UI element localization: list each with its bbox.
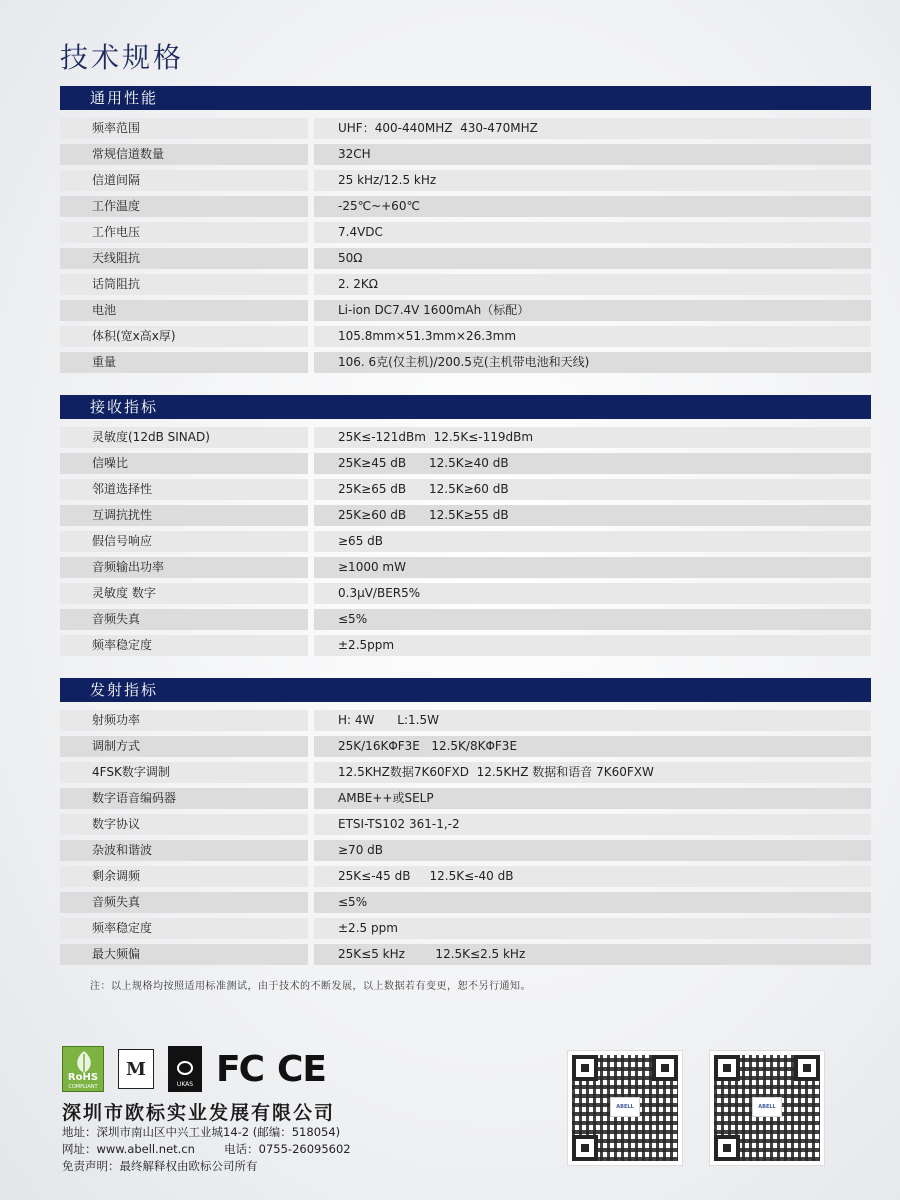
section-transmit [60, 678, 871, 970]
spec-label: 杂波和谐波 [60, 840, 308, 861]
spec-table [60, 118, 871, 373]
ukas-text: UKAS [176, 1081, 194, 1088]
spec-row [60, 788, 871, 809]
spec-row [60, 583, 871, 604]
qr-code-2 [709, 1050, 825, 1166]
m-certification-logo: M [118, 1049, 154, 1089]
spec-label: 灵敏度(12dB SINAD) [60, 427, 308, 448]
fc-logo: FC [216, 1048, 264, 1090]
spec-row [60, 505, 871, 526]
spec-label: 数字语音编码器 [60, 788, 308, 809]
spec-value: ±2.5ppm [314, 635, 871, 656]
spec-value: ≤5% [314, 609, 871, 630]
spec-row [60, 427, 871, 448]
spec-row [60, 326, 871, 347]
ukas-logo [168, 1046, 202, 1092]
rohs-text: RoHS [67, 1072, 99, 1083]
qr-finder [714, 1135, 740, 1161]
spec-row [60, 762, 871, 783]
spec-value: 25K/16KΦF3E 12.5K/8KΦF3E [314, 736, 871, 757]
spec-row [60, 222, 871, 243]
spec-row [60, 892, 871, 913]
qr-logo: ABELL [752, 1097, 782, 1117]
spec-row [60, 248, 871, 269]
spec-value: H: 4W L:1.5W [314, 710, 871, 731]
spec-row [60, 814, 871, 835]
spec-value: 25K≥45 dB 12.5K≥40 dB [314, 453, 871, 474]
spec-label: 体积(宽x高x厚) [60, 326, 308, 347]
spec-value: AMBE++或SELP [314, 788, 871, 809]
contact-info [62, 1124, 351, 1175]
spec-label: 音频失真 [60, 892, 308, 913]
section-general [60, 86, 871, 378]
address-line: 地址：深圳市南山区中兴工业城14-2 (邮编：518054) [62, 1125, 341, 1139]
spec-label: 重量 [60, 352, 308, 373]
spec-row [60, 531, 871, 552]
spec-row [60, 840, 871, 861]
qr-logo: ABELL [610, 1097, 640, 1117]
spec-table [60, 710, 871, 965]
spec-value: 25K≤5 kHz 12.5K≤2.5 kHz [314, 944, 871, 965]
qr-code-1 [567, 1050, 683, 1166]
spec-value: 32CH [314, 144, 871, 165]
spec-value: -25℃~+60℃ [314, 196, 871, 217]
spec-label: 假信号响应 [60, 531, 308, 552]
spec-label: 音频输出功率 [60, 557, 308, 578]
spec-label: 互调抗扰性 [60, 505, 308, 526]
spec-label: 常规信道数量 [60, 144, 308, 165]
spec-value: 105.8mm×51.3mm×26.3mm [314, 326, 871, 347]
spec-value: UHF：400-440MHZ 430-470MHZ [314, 118, 871, 139]
disclaimer-line: 免责声明：最终解释权由欧标公司所有 [62, 1159, 258, 1173]
company-name: 深圳市欧标实业发展有限公司 [62, 1102, 336, 1124]
spec-table [60, 427, 871, 656]
spec-value: 7.4VDC [314, 222, 871, 243]
spec-row [60, 918, 871, 939]
spec-value: ≥1000 mW [314, 557, 871, 578]
spec-label: 工作温度 [60, 196, 308, 217]
spec-label: 音频失真 [60, 609, 308, 630]
spec-label: 4FSK数字调制 [60, 762, 308, 783]
rohs-logo [62, 1046, 104, 1092]
qr-finder [572, 1055, 598, 1081]
qr-finder [794, 1055, 820, 1081]
spec-label: 调制方式 [60, 736, 308, 757]
spec-value: 12.5KHZ数据7K60FXD 12.5KHZ 数据和语音 7K60FXW [314, 762, 871, 783]
section-receive [60, 395, 871, 661]
spec-row [60, 170, 871, 191]
spec-row [60, 352, 871, 373]
spec-label: 信噪比 [60, 453, 308, 474]
spec-label: 信道间隔 [60, 170, 308, 191]
section-heading: 接收指标 [60, 395, 871, 419]
spec-row [60, 453, 871, 474]
section-heading: 发射指标 [60, 678, 871, 702]
spec-label: 频率稳定度 [60, 635, 308, 656]
spec-row [60, 196, 871, 217]
spec-value: 25K≥65 dB 12.5K≥60 dB [314, 479, 871, 500]
spec-value: ≥70 dB [314, 840, 871, 861]
website-phone-line: 网址：www.abell.net.cn 电话：0755-26095602 [62, 1142, 351, 1156]
spec-row [60, 609, 871, 630]
spec-label: 电池 [60, 300, 308, 321]
spec-row [60, 479, 871, 500]
spec-row [60, 635, 871, 656]
qr-finder [652, 1055, 678, 1081]
spec-label: 天线阻抗 [60, 248, 308, 269]
spec-row [60, 866, 871, 887]
spec-row [60, 557, 871, 578]
qr-finder [572, 1135, 598, 1161]
spec-value: 106. 6克(仅主机)/200.5克(主机带电池和天线) [314, 352, 871, 373]
spec-value: 25 kHz/12.5 kHz [314, 170, 871, 191]
spec-row [60, 710, 871, 731]
spec-value: ≥65 dB [314, 531, 871, 552]
spec-label: 话筒阻抗 [60, 274, 308, 295]
spec-value: 25K≤-121dBm 12.5K≤-119dBm [314, 427, 871, 448]
certification-logos [62, 1046, 326, 1092]
spec-row [60, 736, 871, 757]
spec-value: ETSI-TS102 361-1,-2 [314, 814, 871, 835]
spec-label: 数字协议 [60, 814, 308, 835]
spec-row [60, 118, 871, 139]
page-title: 技术规格 [60, 41, 185, 74]
spec-label: 频率稳定度 [60, 918, 308, 939]
spec-value: ±2.5 ppm [314, 918, 871, 939]
section-heading: 通用性能 [60, 86, 871, 110]
spec-label: 剩余调频 [60, 866, 308, 887]
spec-label: 灵敏度 数字 [60, 583, 308, 604]
footnote: 注：以上规格均按照适用标准测试，由于技术的不断发展，以上数据若有变更，恕不另行通知。 [90, 981, 531, 992]
spec-row [60, 300, 871, 321]
crown-icon [177, 1061, 193, 1075]
leaf-icon [73, 1050, 95, 1074]
spec-label: 最大频偏 [60, 944, 308, 965]
spec-label: 工作电压 [60, 222, 308, 243]
spec-row [60, 944, 871, 965]
spec-row [60, 144, 871, 165]
spec-row [60, 274, 871, 295]
spec-value: 0.3μV/BER5% [314, 583, 871, 604]
spec-value: 25K≥60 dB 12.5K≥55 dB [314, 505, 871, 526]
rohs-subtext: COMPLIANT [68, 1084, 98, 1090]
ce-logo: CE [277, 1048, 327, 1090]
spec-label: 射频功率 [60, 710, 308, 731]
spec-value: ≤5% [314, 892, 871, 913]
spec-label: 频率范围 [60, 118, 308, 139]
spec-value: 2. 2KΩ [314, 274, 871, 295]
spec-value: 50Ω [314, 248, 871, 269]
qr-finder [714, 1055, 740, 1081]
spec-value: 25K≤-45 dB 12.5K≤-40 dB [314, 866, 871, 887]
spec-value: Li-ion DC7.4V 1600mAh（标配） [314, 300, 871, 321]
spec-label: 邻道选择性 [60, 479, 308, 500]
